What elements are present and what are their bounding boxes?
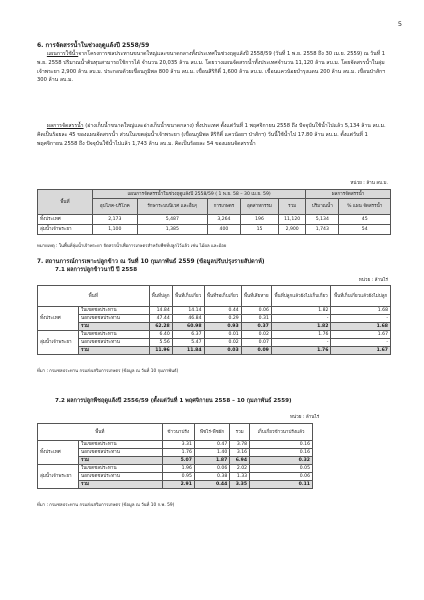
cell: 14.14 [172, 307, 204, 315]
t2-col-area: พื้นที่ [38, 286, 150, 307]
row-label: ลุ่มน้ำเจ้าพระยา [38, 225, 93, 235]
col-industry: อุตสาหกรรม [240, 199, 278, 215]
table1-unit: หน่วย : ล้าน ลบ.ม. [350, 181, 388, 186]
cell: 1.76 [271, 331, 331, 339]
group-result-header: ผลการจัดสรรน้ำ [306, 190, 391, 199]
table-row [38, 315, 391, 323]
cell: 1.67 [331, 331, 391, 339]
row-label: ในเขตชลประทาน [79, 465, 163, 473]
cell: 60.98 [172, 323, 204, 331]
page-number: 5 [397, 20, 402, 28]
cell: 2.91 [162, 481, 194, 489]
t2-col-harvested: พื้นที่เก็บเกี่ยว [172, 286, 204, 307]
cell: 1.40 [194, 449, 229, 457]
t2-col-not-harvested: พื้นที่ปลูกแล้วยังไม่เก็บเกี่ยว [271, 286, 331, 307]
cell: 62.28 [149, 323, 172, 331]
table-row [38, 215, 391, 225]
cell: 0.37 [241, 323, 271, 331]
plan-text: จากโครงการชลประทานขนาดใหญ่และขนาดกลางทั้งประเทศในช่วงฤดูแล้งปี 2558/59 (วันที่ 1 พ.ย. 2558 ถึง 30 เม.ย. 2559) ณ วันที่ 1 พ.ย. 2558 ปริมาณน้ำต้นทุนสามารถใช้การได้ จำนวน 20,035 ล้าน ลบ.ม. โดยวางแผนจัดสรรน้ำทั้งประเทศจำนวน 11,120 ล้าน ลบ.ม. โดยจัดสรรน้ำในลุ่มเจ้าพระยา 2,900 ล้าน ลบ.ม. ประกอบด้วยเขื่อนภูมิพล 800 ล้าน ลบ.ม. เขื่อนสิริกิติ์ 1,600 ล้าน ลบ.ม. เขื่อนแควน้อยบำรุงแดน 200 ล้าน ลบ.ม. เขื่อนป่าสักฯ 300 ล้าน ลบ.ม. [37, 51, 386, 84]
cell: 0.09 [241, 347, 271, 355]
col-ecosystem: รักษาระบบนิเวศ และอื่นๆ [137, 199, 207, 215]
cell: 3,264 [207, 215, 240, 225]
cell: 0.16 [250, 441, 313, 449]
row-label: ในเขตชลประทาน [79, 331, 150, 339]
table-row [38, 441, 313, 449]
table-row [38, 225, 391, 235]
cell: 0.95 [162, 473, 194, 481]
cell: 0.11 [250, 481, 313, 489]
cell: 0.02 [241, 331, 271, 339]
row-label: ในเขตชลประทาน [79, 441, 163, 449]
table-row [38, 465, 313, 473]
col-agriculture: การเกษตร [207, 199, 240, 215]
cell: 15 [240, 225, 278, 235]
cell: 1,743 [306, 225, 339, 235]
cell: 2,900 [279, 225, 306, 235]
cell: 2.02 [230, 465, 250, 473]
cell: 0.47 [194, 441, 229, 449]
cell: 54 [339, 225, 391, 235]
cell: 1.82 [271, 323, 331, 331]
cell: 0.29 [204, 315, 241, 323]
col-volume: ปริมาณน้ำ [306, 199, 339, 215]
cell: 46.84 [172, 315, 204, 323]
section6-plan-paragraph [37, 50, 391, 114]
cell: - [331, 339, 391, 347]
cell: 5,134 [306, 215, 339, 225]
table-row [38, 481, 313, 489]
cell: 6.40 [149, 331, 172, 339]
cell: - [271, 315, 331, 323]
cell: 0.07 [241, 339, 271, 347]
cell: 1.96 [162, 465, 194, 473]
row-label: ทั้งประเทศ [38, 215, 93, 225]
table3-unit: หน่วย : ล้านไร่ [290, 415, 320, 420]
cell: - [271, 339, 331, 347]
cell: 45 [339, 215, 391, 225]
cell: 0.31 [241, 315, 271, 323]
table-row [38, 473, 313, 481]
t2-col-planted: พื้นที่ปลูก [149, 286, 172, 307]
row-label: นอกเขตชลประทาน [79, 315, 150, 323]
cell: 2,173 [93, 215, 138, 225]
cell: 0.06 [241, 307, 271, 315]
row-label: รวม [79, 457, 163, 465]
col-consumption: อุปโภค-บริโภค [93, 199, 138, 215]
cell: 3.16 [230, 449, 250, 457]
cell: 11.84 [172, 347, 204, 355]
cell: 196 [240, 215, 278, 225]
table1-note: หมายเหตุ : ในพื้นที่ลุ่มน้ำเจ้าพระยา จัดสรรน้ำเพื่อการเกษตรสำหรับพืชที่ปลูกไว้แล้ว เช่น ไม้ผล และอ้อย [37, 244, 227, 249]
cell: 47.44 [149, 315, 172, 323]
table-row [38, 449, 313, 457]
dry-season-table [37, 423, 313, 489]
cell: 0.06 [194, 465, 229, 473]
cell: 0.93 [204, 323, 241, 331]
table-row [38, 339, 391, 347]
row-label: นอกเขตชลประทาน [79, 449, 163, 457]
cell: 1.68 [331, 307, 391, 315]
table-row [38, 307, 391, 315]
cell: 14.84 [149, 307, 172, 315]
cell: 11.96 [149, 347, 172, 355]
row-label: รวม [79, 347, 150, 355]
cell: 1.87 [194, 457, 229, 465]
col-percent: % แผน จัดสรรน้ำ [339, 199, 391, 215]
col-area: พื้นที่ [38, 190, 93, 215]
table2-note: ที่มา : กรมชลประทาน กรมส่งเสริมการเกษตร (ข้อมูล ณ วันที่ 10 กุมภาพันธ์) [37, 369, 179, 374]
cell: 1.82 [271, 307, 331, 315]
cell: 1.68 [331, 323, 391, 331]
row-label: นอกเขตชลประทาน [79, 339, 150, 347]
section7-title: 7. สถานการณ์การเพาะปลูกข้าว ณ วันที่ 10 กุมภาพันธ์ 2559 (ข้อมูลปรับปรุงรายสัปดาห์) [37, 259, 265, 265]
cell: 3.35 [230, 481, 250, 489]
section6-alloc-paragraph [37, 122, 391, 168]
cell: 1.76 [162, 449, 194, 457]
group-label: ทั้งประเทศ [38, 307, 79, 331]
cell: 0.02 [204, 339, 241, 347]
cell: 1,100 [93, 225, 138, 235]
cell: 0.16 [250, 449, 313, 457]
col-total: รวม [279, 199, 306, 215]
cell: 5.56 [149, 339, 172, 347]
t3-col-harvested: เก็บเกี่ยวข้าวนาปรังแล้ว [250, 424, 313, 441]
cell: 5.47 [172, 339, 204, 347]
t2-col-awaiting: พื้นที่รอเก็บเกี่ยว [204, 286, 241, 307]
table-row [38, 331, 391, 339]
t2-col-damaged: พื้นที่เสียหาย [241, 286, 271, 307]
group-label: ทั้งประเทศ [38, 441, 79, 465]
cell: 5,487 [137, 215, 207, 225]
cell: 0.05 [250, 465, 313, 473]
cell: 0.06 [250, 473, 313, 481]
water-allocation-table [37, 189, 391, 235]
t3-col-crops: พืชไร่-พืชผัก [194, 424, 229, 441]
t2-col-not-replanted: พื้นที่เก็บเกี่ยวแล้วยังไม่ปลูก [331, 286, 391, 307]
row-label: รวม [79, 481, 163, 489]
cell: 1.76 [271, 347, 331, 355]
plan-label: แผนการใช้น้ำ [46, 51, 79, 57]
cell: 1.33 [230, 473, 250, 481]
cell: 6.94 [230, 457, 250, 465]
t3-col-rice: ข้าวนาปรัง [162, 424, 194, 441]
section6-title: 6. การจัดสรรน้ำในช่วงฤดูแล้งปี 2558/59 [37, 42, 150, 49]
rice-table [37, 285, 391, 355]
cell: 3.78 [230, 441, 250, 449]
t3-col-area: พื้นที่ [38, 424, 163, 441]
group-label: ลุ่มน้ำเจ้าพระยา [38, 465, 79, 489]
cell: 1,385 [137, 225, 207, 235]
cell: 400 [207, 225, 240, 235]
cell: 0.44 [204, 307, 241, 315]
cell: 0.44 [194, 481, 229, 489]
row-label: ในเขตชลประทาน [79, 307, 150, 315]
cell: 0.38 [194, 473, 229, 481]
cell: - [331, 315, 391, 323]
cell: 5.07 [162, 457, 194, 465]
group-label: ลุ่มน้ำเจ้าพระยา [38, 331, 79, 355]
cell: 6.37 [172, 331, 204, 339]
cell: 0.32 [250, 457, 313, 465]
table-row [38, 347, 391, 355]
cell: 11,120 [279, 215, 306, 225]
cell: 1.67 [331, 347, 391, 355]
section7-2-title: 7.2 ผลการปลูกพืชฤดูแล้งปี 2556/59 (ตั้งแต่วันที่ 1 พฤศจิกายน 2558 – 10 กุมภาพันธ์ 2559) [55, 398, 292, 404]
t3-col-total: รวม [230, 424, 250, 441]
alloc-label: ผลการจัดสรรน้ำ [46, 123, 84, 129]
section7-1-title: 7.1 ผลการปลูกข้าวนาปี ปี 2558 [55, 267, 138, 273]
table-row [38, 323, 391, 331]
row-label: รวม [79, 323, 150, 331]
group-plan-header: แผนการจัดสรรน้ำในช่วงฤดูแล้งปี 2558/59 ( 1 พ.ย. 58 – 30 เม.ย. 59) [93, 190, 306, 199]
cell: 3.31 [162, 441, 194, 449]
table3-note: ที่มา : กรมชลประทาน กรมส่งเสริมการเกษตร (ข้อมูล ณ วันที่ 10 ก.พ. 59) [37, 503, 175, 508]
cell: 0.03 [204, 347, 241, 355]
table-row [38, 457, 313, 465]
table2-unit: หน่วย : ล้านไร่ [358, 278, 388, 283]
alloc-text: (อ่างเก็บน้ำขนาดใหญ่และอ่างเก็บน้ำขนาดกลาง) ทั้งประเทศ ตั้งแต่วันที่ 1 พฤศจิกายน 2558 ถึง ปัจจุบันใช้น้ำไปแล้ว 5,134 ล้าน ลบ.ม. คิดเป็นร้อยละ 45 ของแผนจัดสรรน้ำ ส่วนในเขตลุ่มน้ำเจ้าพระยา (เขื่อนภูมิพล สิริกิติ์ แควน้อยฯ ป่าสักฯ) วันนี้ใช้น้ำไป 17.80 ล้าน ลบ.ม. ตั้งแต่วันที่ 1 พฤศจิกายน 2558 ถึง ปัจจุบันใช้น้ำไปแล้ว 1,743 ล้าน ลบ.ม. คิดเป็นร้อยละ 54 ของแผนจัดสรรน้ำ [37, 123, 386, 147]
cell: 0.01 [204, 331, 241, 339]
row-label: นอกเขตชลประทาน [79, 473, 163, 481]
